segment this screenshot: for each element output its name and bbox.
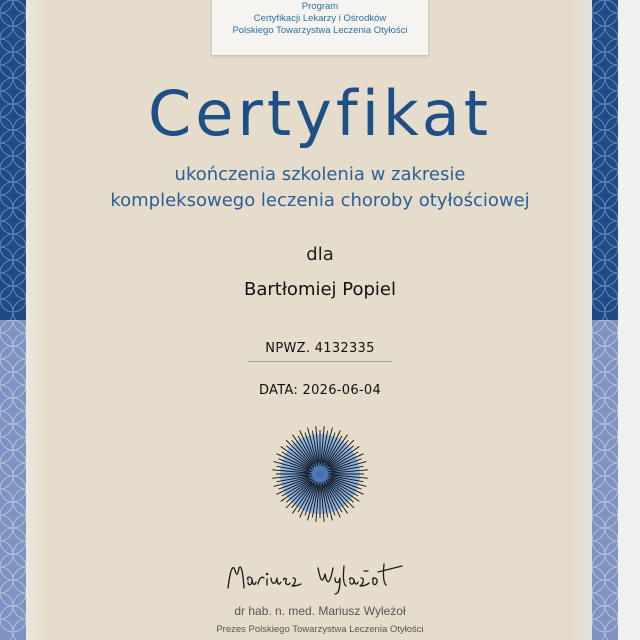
recipient-name: Bartłomiej Popiel <box>243 279 397 300</box>
border-pattern-dark <box>592 0 618 320</box>
signatory-role: Prezes Polskiego Towarzystwa Leczenia Otyłości <box>216 624 424 635</box>
program-card-line3: Polskiego Towarzystwa Leczenia Otyłości <box>232 25 408 36</box>
border-pattern-dark <box>0 0 26 320</box>
signatory-name: dr hab. n. med. Mariusz Wyleżoł <box>234 604 406 618</box>
program-card-line2: Certyfikacji Lekarzy i Ośrodków <box>253 13 387 24</box>
program-card-line1: Program <box>301 1 339 12</box>
program-card <box>212 0 428 55</box>
border-pattern-light <box>0 320 26 640</box>
certificate-subtitle-line1: ukończenia szkolenia w zakresie <box>174 164 466 185</box>
npwz-underline <box>248 361 392 362</box>
npwz-number: NPWZ. 4132335 <box>265 341 375 356</box>
starburst-emblem <box>270 424 370 524</box>
certificate-date: DATA: 2026-06-04 <box>258 383 382 398</box>
border-pattern-light <box>592 320 618 640</box>
certificate-subtitle-line2: kompleksowego leczenia choroby otyłościowej <box>110 190 530 211</box>
signature <box>222 558 422 598</box>
for-label: dla <box>306 244 334 265</box>
certificate-title: Certyfikat <box>147 77 493 150</box>
